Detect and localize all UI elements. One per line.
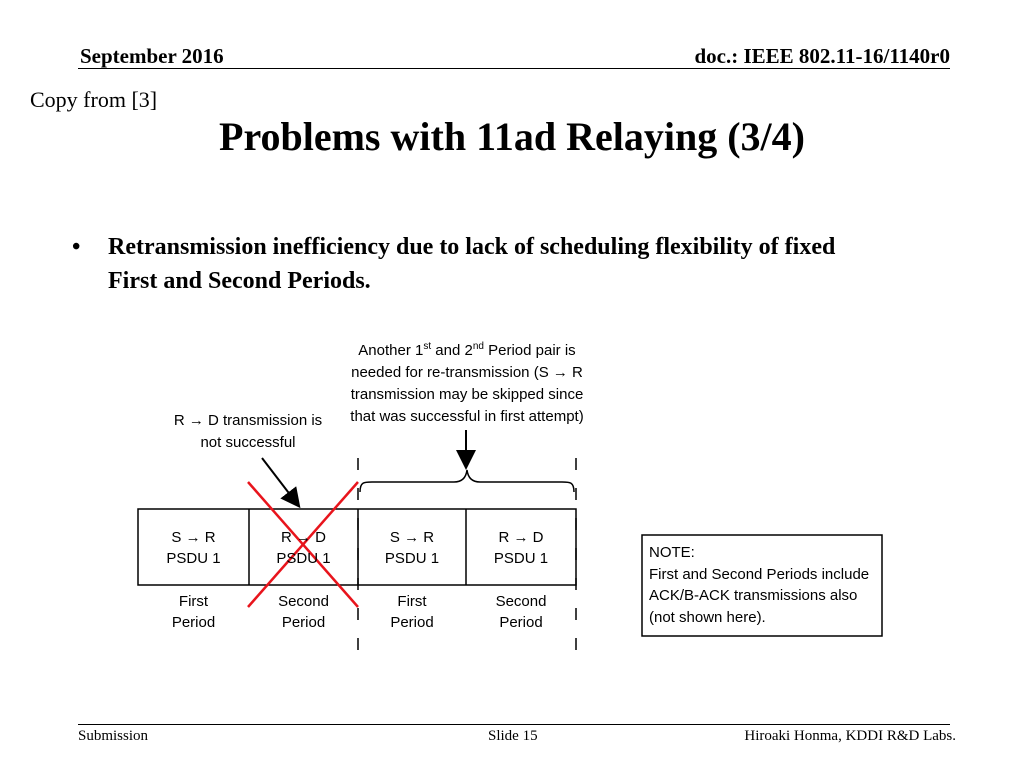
callout-pair-line-1-post: Period pair is	[483, 342, 576, 359]
callout-pair-line-1-pre: Another 1	[358, 342, 424, 359]
footer-rule	[78, 724, 950, 725]
period-label-3-line-2: Period	[390, 614, 434, 631]
header-doc-id: doc.: IEEE 802.11-16/1140r0	[694, 44, 950, 68]
callout-period-pair	[340, 336, 594, 428]
brace-retransmission-pair	[360, 470, 574, 492]
period-label-1-line-2: Period	[171, 614, 216, 631]
callout-failed-line-2: not successful	[200, 434, 296, 451]
callout-pair-line-2: needed for re-transmission (S → R	[351, 364, 583, 381]
cell-2-line-1: R → D	[281, 529, 326, 546]
arrow-to-failed-period	[262, 458, 298, 505]
callout-pair-line-1-mid: and 2	[431, 342, 473, 359]
cell-4-line-1: R → D	[498, 529, 544, 546]
period-label-1-line-1: First	[178, 593, 209, 610]
period-label-2-line-1: Second	[278, 593, 329, 610]
period-label-2-line-2: Period	[281, 614, 326, 631]
cell-4-text	[466, 527, 576, 569]
callout-failed	[148, 410, 348, 454]
callout-pair-sup-2: nd	[472, 341, 484, 352]
note-text	[649, 542, 869, 628]
period-label-4-line-1: Second	[495, 593, 547, 610]
callout-pair-line-1	[340, 336, 594, 362]
bullet-marker: •	[72, 234, 81, 260]
note-title: NOTE:	[649, 544, 695, 561]
period-label-3-line-1: First	[397, 593, 427, 610]
period-label-3	[358, 591, 466, 633]
cell-3-line-2: PSDU 1	[384, 550, 440, 567]
bullet-line-1: Retransmission inefficiency due to lack of scheduling flexibility of fixed	[108, 234, 836, 260]
period-label-1	[138, 591, 249, 633]
cell-3-text	[358, 527, 466, 569]
footer-submission: Submission	[78, 728, 149, 744]
callout-pair-line-4: that was successful in first attempt)	[350, 408, 584, 425]
slide-title: Problems with 11ad Relaying (3/4)	[219, 114, 805, 159]
header-date: September 2016	[80, 44, 224, 68]
copy-source-note: Copy from [3]	[30, 87, 158, 112]
footer-slide-number: Slide 15	[488, 728, 538, 744]
cell-2-text	[249, 527, 358, 569]
note-line-2: ACK/B-ACK transmissions also	[649, 587, 858, 604]
cell-1-text	[138, 527, 249, 569]
cell-1-line-1: S → R	[171, 529, 216, 546]
period-label-2	[249, 591, 358, 633]
note-line-3: (not shown here).	[649, 608, 766, 626]
callout-failed-line-1: R → D transmission is	[173, 412, 323, 429]
period-label-4-line-2: Period	[499, 614, 543, 631]
period-label-4	[466, 591, 576, 633]
note-line-1: First and Second Periods include	[649, 565, 870, 583]
cell-3-line-1: S → R	[389, 529, 435, 546]
footer-author: Hiroaki Honma, KDDI R&D Labs.	[744, 728, 956, 744]
cell-4-line-2: PSDU 1	[493, 550, 549, 567]
callout-pair-sup-1: st	[423, 341, 432, 352]
callout-pair-line-3: transmission may be skipped since	[350, 386, 584, 403]
bullet-line-2: First and Second Periods.	[108, 268, 371, 294]
cell-1-line-2: PSDU 1	[166, 550, 221, 567]
cell-2-line-2: PSDU 1	[276, 550, 331, 567]
